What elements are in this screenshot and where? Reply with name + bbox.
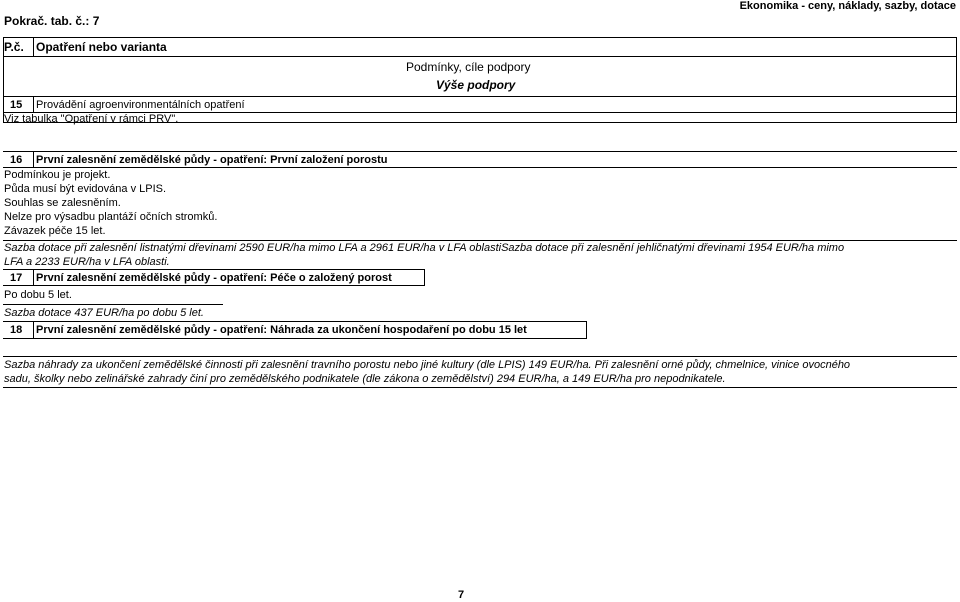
row-15-number: 15 bbox=[10, 99, 23, 111]
row-16-amount: Sazba dotace při zalesnění listnatými dřevinami 2590 EUR/ha mimo LFA a 2961 EUR/ha v LFA oblastiSazba dotace při zalesnění jehličnatými dřevinami 1954 EUR/ha mimo bbox=[4, 242, 845, 254]
row-divider bbox=[3, 387, 957, 388]
row-divider bbox=[3, 96, 957, 97]
row-18-title: První zalesnění zemědělské půdy - opatření: Náhrada za ukončení hospodaření po dobu 15 let bbox=[36, 324, 527, 336]
page-number: 7 bbox=[458, 589, 465, 601]
row-divider bbox=[3, 151, 957, 152]
document-section-title: Ekonomika - ceny, náklady, sazby, dotace bbox=[739, 0, 956, 12]
column-divider bbox=[33, 151, 34, 168]
column-divider bbox=[424, 269, 425, 286]
row-16-amount: LFA a 2233 EUR/ha v LFA oblasti. bbox=[4, 256, 170, 268]
row-divider bbox=[3, 167, 957, 168]
column-divider bbox=[33, 321, 34, 339]
row-17-title: První zalesnění zemědělské půdy - opatření: Péče o založený porost bbox=[36, 272, 392, 284]
column-header-measure: Opatření nebo varianta bbox=[36, 40, 167, 54]
row-divider bbox=[3, 321, 587, 322]
column-header-amount: Výše podpory bbox=[436, 78, 516, 92]
column-divider bbox=[33, 96, 34, 113]
row-17-number: 17 bbox=[10, 272, 23, 284]
row-17-conditions: Po dobu 5 let. bbox=[4, 289, 72, 301]
header-divider bbox=[3, 56, 957, 57]
row-15-title: Provádění agroenvironmentálních opatření bbox=[36, 99, 245, 111]
continuation-label: Pokrač. tab. č.: 7 bbox=[4, 14, 100, 28]
row-18-number: 18 bbox=[10, 324, 23, 336]
column-header-conditions: Podmínky, cíle podpory bbox=[406, 60, 531, 74]
row-16-condition: Souhlas se zalesněním. bbox=[4, 197, 121, 209]
row-16-condition: Půda musí být evidována v LPIS. bbox=[4, 183, 167, 195]
row-18-amount: sadu, školky nebo zelinářské zahrady činí pro zemědělského podnikatele (dle zákona o zemědělství) 294 EUR/ha, a 149 EUR/ha pro nepodnikatele. bbox=[4, 373, 726, 385]
column-divider bbox=[33, 37, 34, 57]
row-divider bbox=[3, 356, 957, 357]
row-divider bbox=[3, 240, 957, 241]
row-16-condition: Nelze pro výsadbu plantáží očních stromků. bbox=[4, 211, 218, 223]
row-16-condition: Podmínkou je projekt. bbox=[4, 169, 111, 181]
row-divider bbox=[3, 304, 223, 305]
row-16-title: První zalesnění zemědělské půdy - opatření: První založení porostu bbox=[36, 154, 388, 166]
row-divider bbox=[3, 269, 425, 270]
row-18-amount: Sazba náhrady za ukončení zemědělské činnosti při zalesnění travního porostu nebo jiné kultury (dle LPIS) 149 EUR/ha. Při zalesnění orné půdy, chmelnice, vinice ovocného bbox=[4, 359, 851, 371]
row-15-note: Viz tabulka "Opatření v rámci PRV". bbox=[4, 113, 179, 125]
column-divider bbox=[33, 269, 34, 286]
row-16-number: 16 bbox=[10, 154, 23, 166]
column-divider bbox=[586, 321, 587, 339]
column-header-number: P.č. bbox=[4, 40, 24, 54]
row-17-amount: Sazba dotace 437 EUR/ha po dobu 5 let. bbox=[4, 307, 204, 319]
row-16-condition: Závazek péče 15 let. bbox=[4, 225, 106, 237]
row-divider bbox=[3, 338, 587, 339]
row-divider bbox=[3, 285, 425, 286]
